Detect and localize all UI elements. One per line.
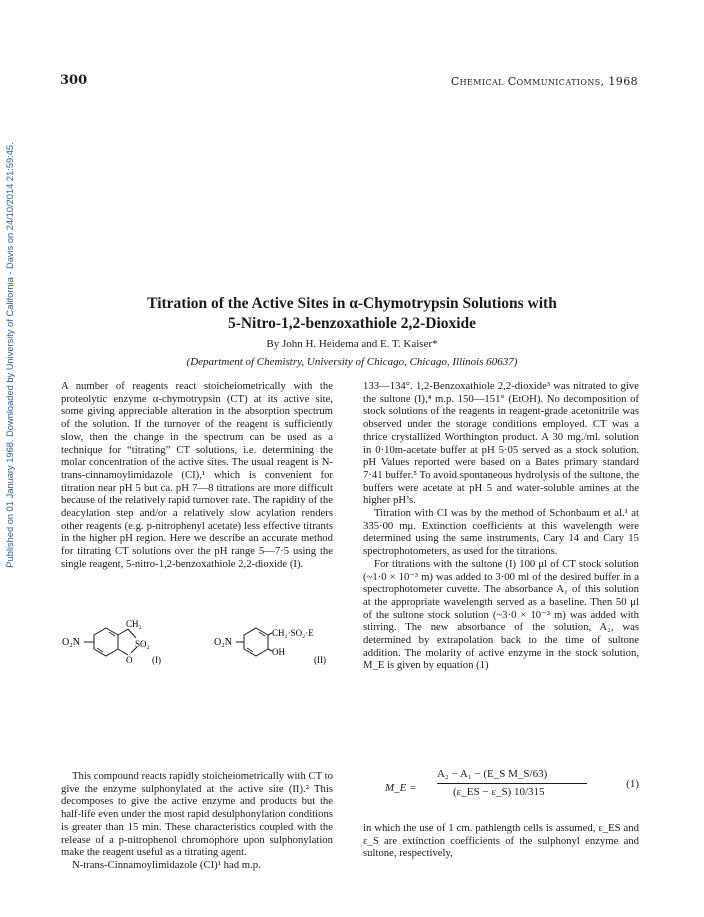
column-1-bottom <box>61 770 333 872</box>
fraction-bar <box>437 783 587 784</box>
s1-o2n: O₂N <box>62 637 80 648</box>
equation-numerator: A₂ − A₁ − (E_S M_S/63) <box>437 768 548 780</box>
paragraph: 133—134°. 1,2-Benzoxathiole 2,2-dioxide³ was nitrated to give the sultone (I),⁴ m.p. 150—151° (EtOH). No decomposition of stock solutions of the reagents in reagent-grade acetonitrile was observed under the storage conditions employed. CT was a thrice crystallized Worthington product. A 30 mg./ml. solution in 0·10m-acetate buffer at pH 5·05 served as a stock solution. pH Values reported were based on a Bates primary standard 7·41 buffer.⁵ To avoid spontaneous hydrolysis of the sultone, the buffers were acetate at pH 5 and water-soluble amines at the higher pH’s. <box>363 380 639 507</box>
s1-label: (I) <box>152 655 161 665</box>
s2-chain: CH₂·SO₂·E <box>272 628 314 638</box>
page-number: 300 <box>60 73 88 88</box>
download-watermark <box>2 120 18 590</box>
s1-ch2: CH₂ <box>126 619 142 629</box>
download-watermark-text: Published on 01 January 1968. Downloaded by University of California - Davis on 24/10/2014 21:59:45. <box>5 142 15 568</box>
authors: By John H. Heidema and E. T. Kaiser* <box>266 338 438 350</box>
column-2-top <box>363 380 639 672</box>
column-1-top <box>61 380 333 571</box>
s2-oh: OH <box>272 647 285 657</box>
equation-lhs: M_E = <box>385 782 417 794</box>
s2-o2n: O₂N <box>214 637 232 648</box>
chemical-structures <box>60 618 336 674</box>
article-title-line-1: Titration of the Active Sites in α-Chymotrypsin Solutions with <box>147 295 557 312</box>
paragraph: in which the use of 1 cm. pathlength cells is assumed, ε_ES and ε_S are extinction coefficients of the sulphonyl enzyme and sultone, respectively, <box>363 822 639 860</box>
paragraph: A number of reagents react stoicheiometrically with the proteolytic enzyme α-chymotrypsin (CT) at its active site, some giving appreciable alteration in the absorption spectrum of the solution. If the turnover of the reagent is sufficiently slow, then the change in the spectrum can be used as a technique for “titrating” CT solutions, i.e. determining the molar concentration of the active sites. The usual reagent is N-trans-cinnamoylimidazole (CI),¹ which is convenient for titration near pH 5 but ca. pH 7—8 titrations are more difficult because of the relatively rapid turnover rate. The rapidity of the deacylation step and/or a relatively slow acylation renders other reagents (e.g. p-nitrophenyl acetate) less effective titrants in the higher pH region. Here we describe an accurate method for titrating CT solutions over the pH range 5—7·5 using the single reagent, 5-nitro-1,2-benzoxathiole 2,2-dioxide (I). <box>61 380 333 570</box>
column-2-bottom <box>363 822 639 860</box>
s1-so2: SO₂ <box>135 639 150 649</box>
equation-1 <box>363 768 639 812</box>
equation-number: (1) <box>626 778 639 790</box>
paragraph: This compound reacts rapidly stoicheiometrically with CT to give the enzyme sulphonylated at the active site (II).² This decomposes to give the active enzyme and products but the half-life even under the most rapid desulphonylation conditions is greater than 15 min. These characteristics coupled with the release of a p-nitrophenol chromophore upon sulphonylation make the reagent useful as a titrating agent. <box>61 770 333 859</box>
structure-ii <box>214 628 326 665</box>
structure-i <box>62 619 161 665</box>
article-title-line-2: 5-Nitro-1,2-benzoxathiole 2,2-Dioxide <box>227 315 477 332</box>
paragraph: Titration with CI was by the method of Schonbaum et al.¹ at 335·00 mμ. Extinction coefficients at this wavelength were determined using the same instruments, Cary 14 and Cary 15 spectrophotometers, as used for the titrations. <box>363 507 639 558</box>
equation-denominator: (ε_ES − ε_S) 10/315 <box>453 786 545 798</box>
affiliation: (Department of Chemistry, University of Chicago, Chicago, Illinois 60637) <box>186 356 518 368</box>
article-title <box>60 294 644 334</box>
paragraph: N-trans-Cinnamoylimidazole (CI)¹ had m.p. <box>72 858 261 871</box>
s2-label: (II) <box>314 655 326 665</box>
running-title: Chemical Communications, 1968 <box>450 75 638 88</box>
paragraph: For titrations with the sultone (I) 100 μl of CT stock solution (~1·0 × 10⁻³ m) was added to 3·00 ml of the desired buffer in a spectrophotometer cuvette. The absorbance A₁ of this solution at the appropriate wavelength served as a baseline. Then 50 μl of the sultone stock solution (~3·0 × 10⁻³ m) was added with stirring. The new absorbance of the solution, A₂, was determined by extrapolation back to the time of sultone addition. The molarity of active enzyme in the stock solution, M_E is given by equation (1) <box>363 557 639 672</box>
s1-o: O <box>126 655 133 665</box>
